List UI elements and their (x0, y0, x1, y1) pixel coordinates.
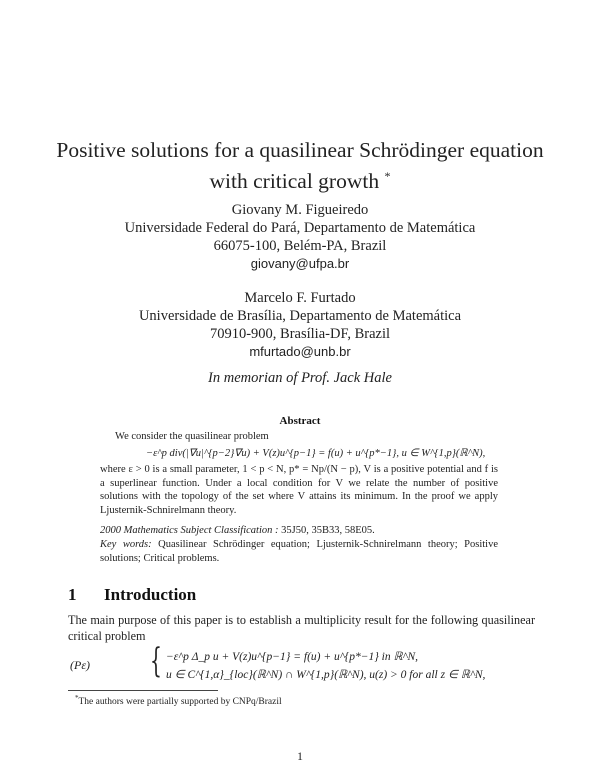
author-email: giovany@ufpa.br (250, 256, 350, 271)
author-name: Marcelo F. Furtado (244, 290, 356, 306)
title-footnote-mark: * (384, 169, 391, 183)
footnote-rule (68, 690, 218, 691)
title-line-2 (0, 163, 600, 194)
problem-label: (Pε) (70, 658, 91, 672)
problem-equation-2: u ∈ C^{1,α}_{loc}(ℝ^N) ∩ W^{1,p}(ℝ^N), u(z) > 0 for all z ∈ ℝ^N, (166, 669, 486, 681)
section-number: 1 (68, 585, 77, 604)
keywords-label: Key words: (100, 539, 152, 550)
page-number: 1 (297, 749, 303, 763)
section-heading (68, 585, 196, 605)
intro-paragraph: The main purpose of this paper is to establish a multiplicity result for the following quasilinear critical problem (68, 613, 535, 643)
msc-label: 2000 Mathematics Subject Classification : (100, 525, 279, 536)
author-block-2 (0, 289, 600, 360)
author-address: 70910-900, Brasília-DF, Brazil (209, 326, 391, 342)
problem-equation-1: −ε^p Δ_p u + V(z)u^{p−1} = f(u) + u^{p*−1} in ℝ^N, (166, 651, 419, 663)
left-brace: { (150, 641, 162, 681)
footnote-text: The authors were partially supported by CNPq/Brazil (78, 697, 282, 708)
author-affiliation: Universidade Federal do Pará, Departamento de Matemática (124, 220, 476, 236)
author-name: Giovany M. Figueiredo (231, 202, 369, 218)
keywords-line (100, 538, 498, 565)
abstract-equation: −ε^p div(|∇u|^{p−2}∇u) + V(z)u^{p−1} = f(u) + u^{p*−1}, u ∈ W^{1,p}(ℝ^N), (146, 448, 486, 459)
abstract-intro: We consider the quasilinear problem (115, 431, 269, 442)
msc-line (100, 524, 498, 538)
author-affiliation: Universidade de Brasília, Departamento de Matemática (138, 308, 462, 324)
abstract-heading: Abstract (279, 415, 321, 427)
msc-value: 35J50, 35B33, 58E05. (281, 525, 375, 536)
memoriam-line: In memorian of Prof. Jack Hale (208, 370, 392, 386)
author-address: 66075-100, Belém-PA, Brazil (213, 238, 387, 254)
section-title-text: Introduction (104, 585, 197, 604)
footnote-mark: * (75, 694, 79, 702)
footnote (75, 694, 282, 707)
keywords-value: Quasilinear Schrödinger equation; Ljusternik-Schnirelmann theory; Positive solutions; Critical problems. (100, 539, 499, 564)
author-block-1 (0, 201, 600, 272)
author-email: mfurtado@unb.br (249, 344, 351, 359)
paper-title (0, 137, 600, 194)
abstract-body: where ε > 0 is a small parameter, 1 < p < N, p* = Np/(N − p), V is a positive potential and f is a superlinear function. Under a local condition for V we relate the number of positive solutions with the topology of the set where V attains its minimum. In the proof we apply Ljusternik-Schnirelmann theory. (100, 464, 498, 516)
title-line-2-text: with critical growth (209, 169, 380, 194)
title-line-1: Positive solutions for a quasilinear Schrödinger equation (56, 138, 544, 162)
